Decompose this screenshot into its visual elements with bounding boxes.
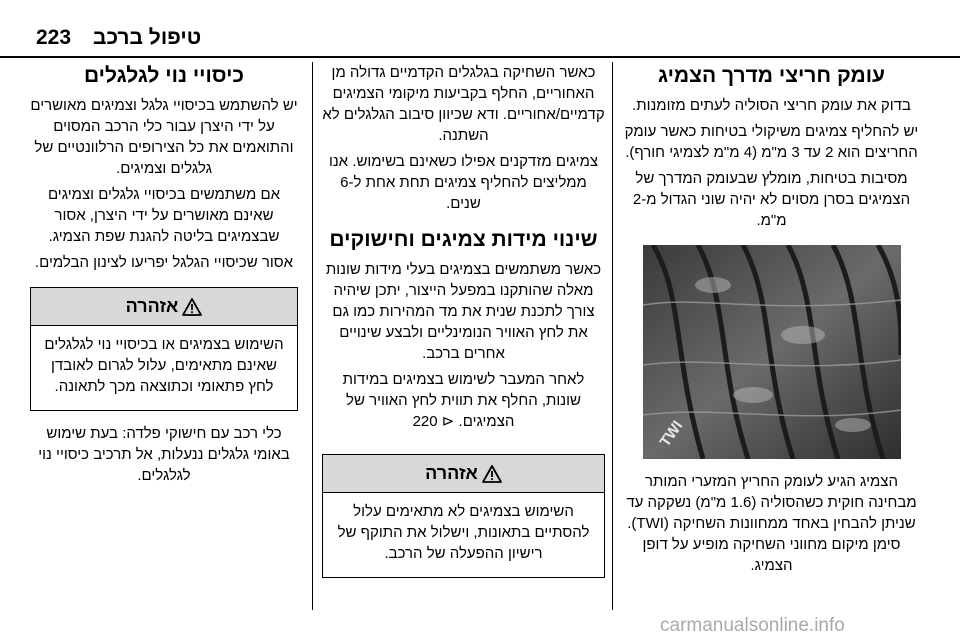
running-title: טיפול ברכב [93,26,202,49]
warning-triangle-icon [482,465,502,483]
paragraph: יש להחליף צמיגים משיקולי בטיחות כאשר עומק החריצים הוא 2 עד 3 מ"מ (4 מ"מ לצמיגי חורף). [624,123,919,161]
column-divider [312,62,313,610]
column-divider [612,62,613,610]
section-title-size-change: שינוי מידות צמיגים וחישוקים [329,228,598,251]
warning-text: השימוש בצמיגים או בכיסויי נוי לגלגלים שאינם מתאימים, עלול לגרום לאובדן לחץ פתאומי וכתוצאה מכך לתאונה. [44,336,284,395]
page-header [0,0,960,58]
warning-title: אזהרה [425,463,478,483]
paragraph-text: לאחר המעבר לשימוש בצמיגים במידות שונות, החלף את תווית לחץ האוויר של הצמיגים. [342,371,585,430]
section-title-tread-depth: עומק חריצי מדרך הצמיג [657,64,886,87]
page-reference-number: 220 [412,413,438,430]
watermark: carmanualsonline.info [660,615,845,636]
paragraph: בדוק את עומק חריצי הסוליה לעתים מזומנות. [632,97,911,114]
section-title-wheel-covers: כיסויי נוי לגלגלים [83,64,245,87]
column-size-change [322,62,605,590]
paragraph [322,369,605,432]
paragraph: צמיגים מזדקנים אפילו כשאינם בשימוש. אנו ממליצים להחליף צמיגים תחת אחת ל-6 שנים. [328,153,599,212]
warning-header [31,288,297,326]
twi-label: TWI [656,417,686,451]
warning-body [323,493,604,577]
warning-text: השימוש בצמיגים לא מתאימים עלול להסתיים בתאונות, וישלול את התוקף של רישיון ההפעלה של הרכב. [337,503,590,562]
warning-box [30,287,298,411]
tire-tread-image [643,245,901,459]
warning-triangle-icon [182,298,202,316]
paragraph: אם משתמשים בכיסויי גלגלים וצמיגים שאינם מאושרים על ידי היצרן, אסור שבצמיגים בליטה להגנת שפת הצמיג. [47,186,281,245]
paragraph: אסור שכיסויי הגלגל יפריעו לצינון הבלמים. [34,254,294,271]
paragraph: כאשר השחיקה בגלגלים הקדמיים גדולה מן האחוריים, החלף בקביעות מיקומי הצמיגים קדמיים/אחוריים. ודא שכיוון סיבוב הגלגלים לא השתנה. [322,64,605,144]
warning-header [323,455,604,493]
page-number: 223 [36,26,72,49]
warning-title: אזהרה [125,296,179,316]
steel-rim-note: כלי רכב עם חישוקי פלדה: בעת שימוש באומי גלגלים ננעלות, אל תרכיב כיסויי נוי לגלגלים. [38,425,290,484]
arrow-icon: ⊲ [441,413,455,430]
page-reference[interactable] [413,413,455,430]
paragraph: יש להשתמש בכיסויי גלגל וצמיגים מאושרים על ידי היצרן עבור כלי הרכב המסוים והתואמים את כל הצירופים הרלוונטיים של גלגלים וצמיגים. [30,97,298,177]
header-rule [0,56,960,58]
warning-body [31,326,297,410]
paragraph: כאשר משתמשים בצמיגים בעלי מידות שונות מאלה שהותקנו במפעל הייצור, יתכן שיהיה צורך לתכנת שנית את מד המהירות כמו גם את לחץ האוויר הנומינליים ולבצע שינויים אחרים ברכב. [325,261,602,362]
warning-box [322,454,605,578]
paragraph: מסיבות בטיחות, מומלץ שבעומק המדרך של הצמיגים בסרן מסוים לא יהיה שוני הגדול מ-2 מ"מ. [632,170,911,229]
column-wheel-covers [30,62,298,491]
image-caption: הצמיג הגיע לעומק החריץ המזערי המותר מבחינה חוקית כשהסוליה (1.6 מ"מ) נשקקה עד שניתן להבחין באחד ממחוונות השחיקה (TWI). סימן מיקום מחווני השחיקה מופיע על דופן הצמיג. [626,473,917,574]
column-tread-depth [620,62,923,581]
